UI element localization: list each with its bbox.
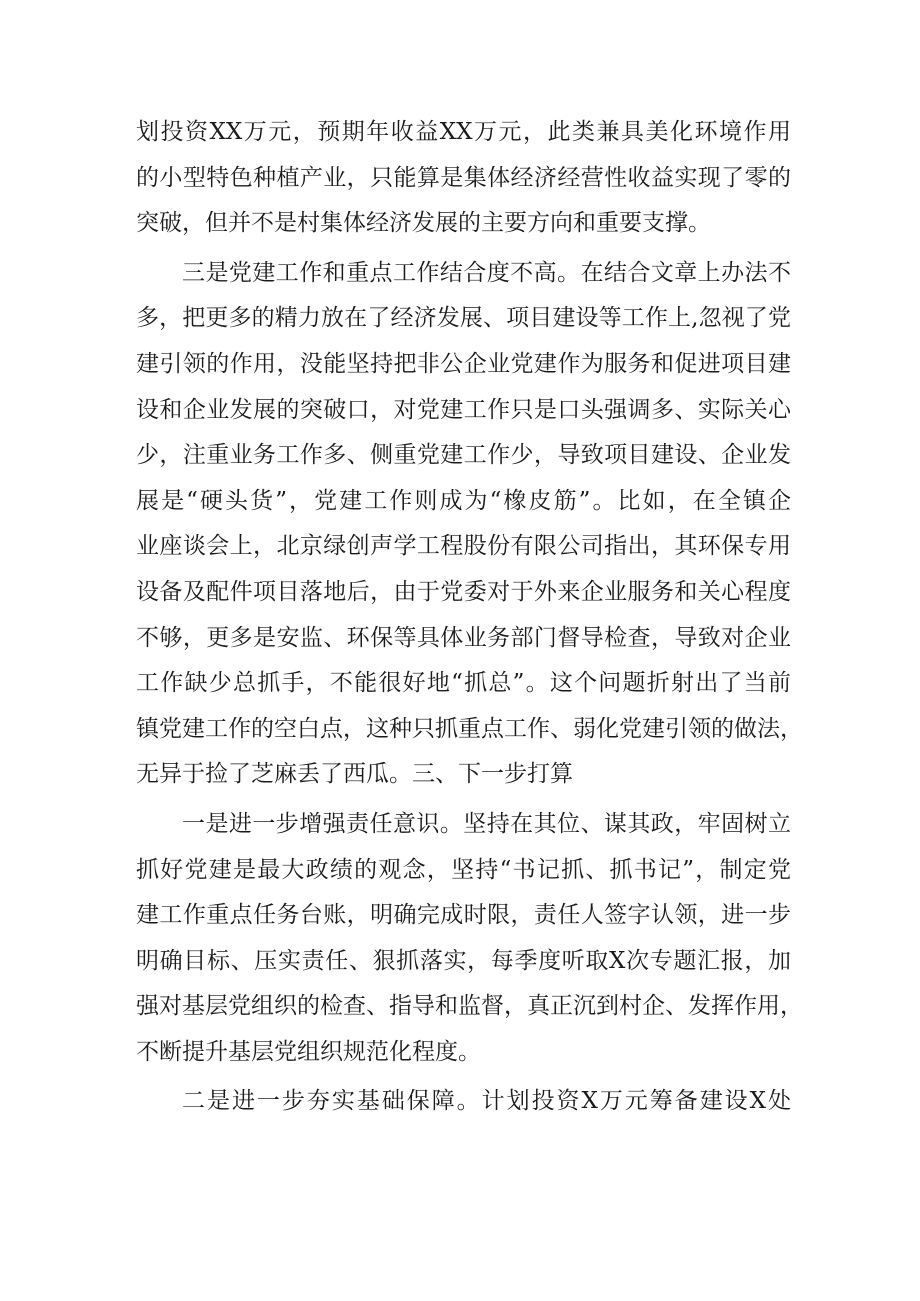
text-line: 业座谈会上，北京绿创声学工程股份有限公司指出，其环保专用 [136, 533, 791, 560]
text-line: 工作缺少总抓手，不能很好地“抓总”。这个问题折射出了当前 [136, 670, 791, 697]
text-line: 建工作重点任务台账，明确完成时限，责任人签字认领，进一步 [136, 902, 791, 929]
text-line: 一是进一步增强责任意识。坚持在其位、谋其政，牢固树立 [182, 810, 791, 837]
paragraph-plan-one [136, 802, 803, 1076]
text-line: 镇党建工作的空白点，这种只抓重点工作、弱化党建引领的做法， [136, 715, 803, 742]
text-line: 设和企业发展的突破口，对党建工作只是口头强调多、实际关心 [136, 396, 791, 423]
paragraph-problem-three [136, 251, 803, 798]
text-line: 少，注重业务工作多、侧重党建工作少，导致项目建设、企业发 [136, 442, 791, 469]
text-line: 强对基层党组织的检查、指导和监督，真正沉到村企、发挥作用， [136, 993, 803, 1020]
text-line: 无异于捡了芝麻丢了西瓜。三、下一步打算 [136, 761, 573, 788]
text-line: 展是“硬头货”，党建工作则成为“橡皮筋”。比如，在全镇企 [136, 487, 791, 514]
text-line: 建引领的作用，没能坚持把非公企业党建作为服务和促进项目建 [136, 350, 791, 377]
text-line: 设备及配件项目落地后，由于党委对于外来企业服务和关心程度 [136, 578, 791, 605]
text-line: 多，把更多的精力放在了经济发展、项目建设等工作上,忽视了党 [136, 305, 791, 332]
text-line: 划投资XX万元，预期年收益XX万元，此类兼具美化环境作用 [136, 119, 791, 145]
text-line: 明确目标、压实责任、狠抓落实，每季度听取X次专题汇报，加 [136, 947, 791, 974]
paragraph-plan-two [136, 1079, 791, 1125]
text-line: 不断提升基层党组织规范化程度。 [136, 1038, 481, 1065]
text-line: 突破，但并不是村集体经济发展的主要方向和重要支撑。 [136, 210, 711, 237]
document-body [136, 110, 803, 1125]
text-line: 抓好党建是最大政绩的观念，坚持“书记抓、抓书记”，制定党 [136, 856, 791, 883]
text-line: 二是进一步夯实基础保障。计划投资X万元筹备建设X处 [182, 1088, 791, 1115]
text-line: 的小型特色种植产业，只能算是集体经济经营性收益实现了零的 [136, 164, 791, 191]
paragraph-funding-continuation [136, 110, 791, 247]
text-line: 不够，更多是安监、环保等具体业务部门督导检查，导致对企业 [136, 624, 791, 651]
text-line: 三是党建工作和重点工作结合度不高。在结合文章上办法不 [182, 259, 791, 286]
